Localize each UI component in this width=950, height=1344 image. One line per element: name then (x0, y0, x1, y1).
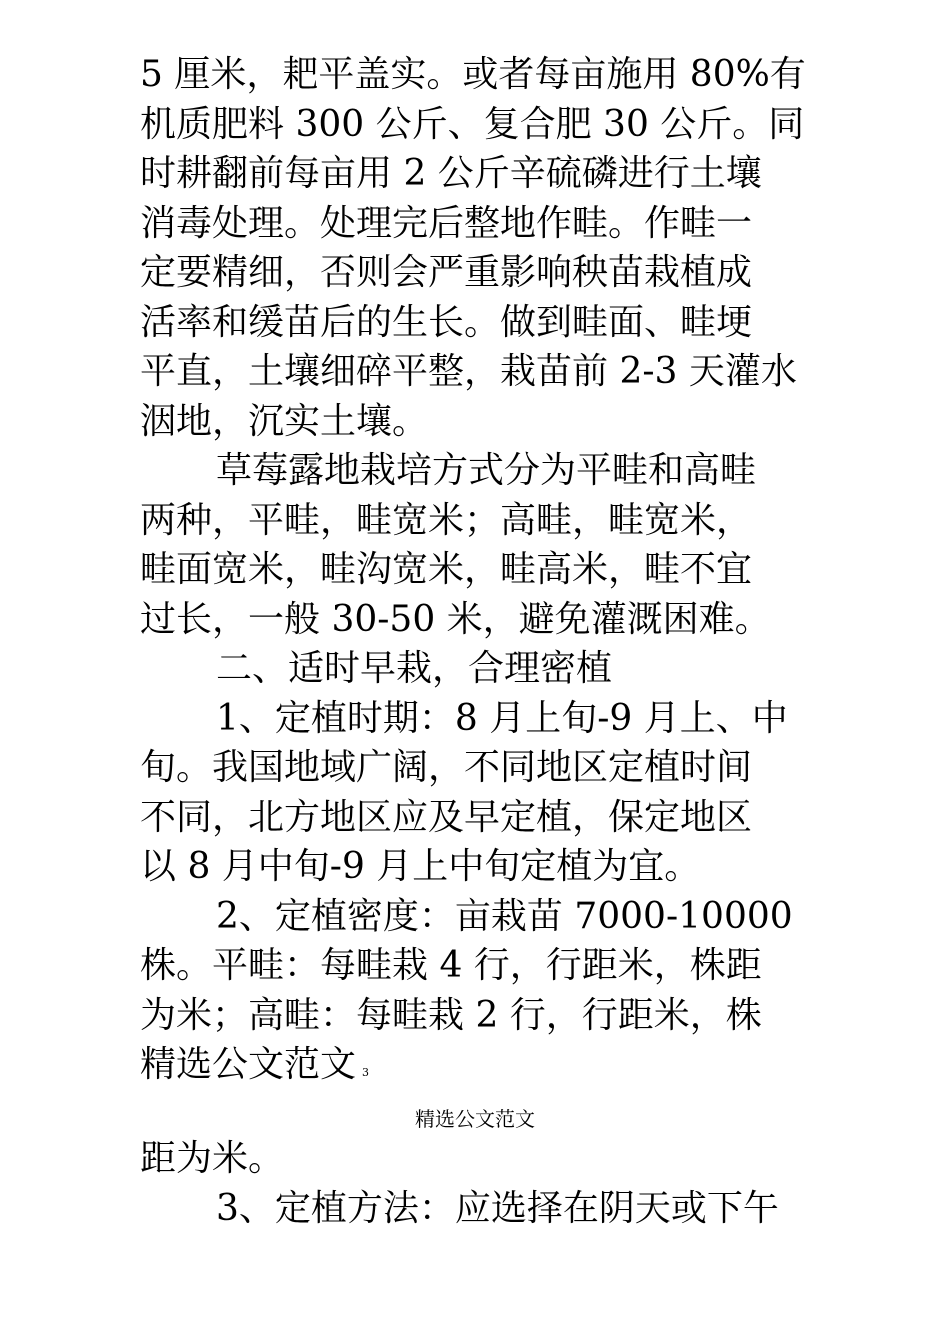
text-line: 消毒处理。处理完后整地作畦。作畦一 (140, 202, 753, 244)
text-line: 为米；高畦：每畦栽 2 行，行距米，株 (140, 994, 762, 1036)
text-line: 以 8 月中旬-9 月上中旬定植为宜。 (140, 846, 701, 887)
text-line: 旬。我国地域广阔，不同地区定植时间 (140, 747, 753, 788)
text-line: 机质肥料 300 公斤、复合肥 30 公斤。同 (140, 103, 805, 145)
text-line: 距为米。 (140, 1138, 285, 1179)
paragraph-start-line: 2、定植密度：亩栽苗 7000-10000 (216, 895, 793, 937)
page-footer: 精选公文范文 (415, 1107, 535, 1131)
text-line (140, 1040, 830, 1090)
text-line: 活率和缓苗后的生长。做到畦面、畦埂 (140, 301, 753, 343)
text-line: 不同，北方地区应及早定植，保定地区 (140, 796, 753, 838)
text-line: 时耕翻前每亩用 2 公斤辛硫磷进行土壤 (140, 153, 762, 194)
text-line: 定要精细，否则会严重影响秧苗栽植成 (140, 252, 753, 293)
section-heading: 二、适时早栽，合理密植 (216, 648, 613, 689)
text-line: 5 厘米，耙平盖实。或者每亩施用 80%有 (140, 54, 806, 95)
paragraph-start-line: 3、定植方法：应选择在阴天或下午 (216, 1187, 779, 1229)
page-number: 3 (362, 1066, 370, 1079)
text-line: 株。平畦：每畦栽 4 行，行距米，株距 (140, 945, 762, 986)
text-line: 洇地，沉实土壤。 (140, 400, 429, 442)
text-line: 平直，土壤细碎平整，栽苗前 2-3 天灌水 (140, 351, 797, 392)
text-line: 两种，平畦，畦宽米；高畦，畦宽米， (140, 499, 753, 541)
text-line: 过长，一般 30-50 米，避免灌溉困难。 (140, 598, 771, 640)
body-text-top (140, 50, 830, 1090)
paragraph-start-line: 1、定植时期：8 月上旬-9 月上、中 (216, 697, 788, 739)
text-line: 畦面宽米，畦沟宽米，畦高米，畦不宜 (140, 549, 753, 590)
body-text-bottom (140, 1134, 830, 1233)
paragraph-start-line: 草莓露地栽培方式分为平畦和高畦 (216, 450, 757, 491)
watermark-text: 精选公文范文 (140, 1044, 357, 1085)
